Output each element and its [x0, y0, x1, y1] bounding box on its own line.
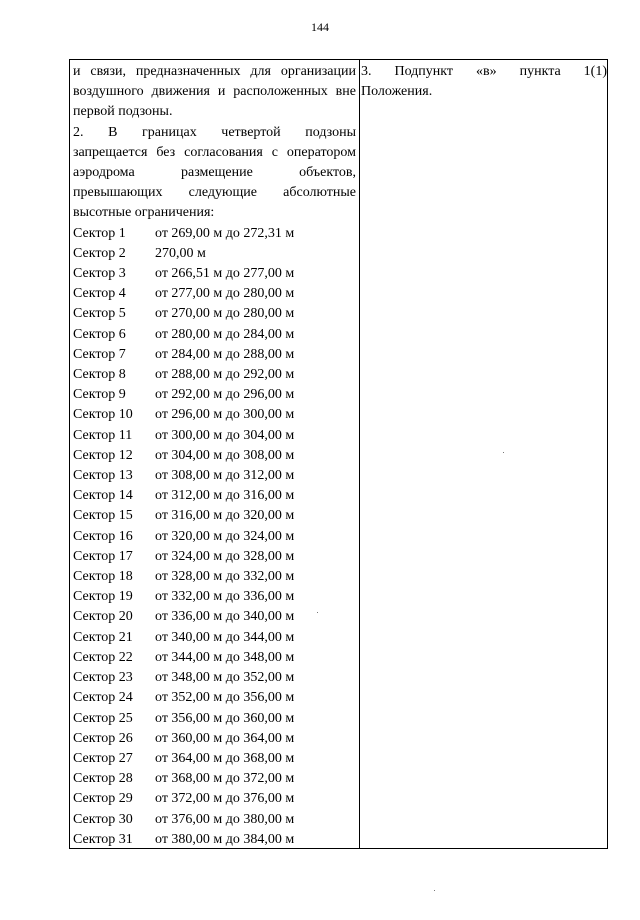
- sector-list: [73, 224, 356, 850]
- sector-row: [73, 365, 356, 385]
- sector-range: от 352,00 м до 356,00 м: [155, 690, 295, 706]
- document-table: [69, 59, 608, 849]
- sector-range: от 348,00 м до 352,00 м: [155, 670, 295, 686]
- sector-label: Сектор 12: [73, 447, 133, 463]
- reference-number: 3.: [361, 64, 372, 79]
- sector-range: от 324,00 м до 328,00 м: [155, 548, 295, 564]
- sector-label: Сектор 17: [73, 548, 133, 564]
- sector-label: Сектор 31: [73, 831, 133, 847]
- sector-row: [73, 446, 356, 466]
- text-line: и связи, предназначенных для организации: [73, 64, 356, 79]
- sector-row: [73, 385, 356, 405]
- sector-row: [73, 789, 356, 809]
- sector-row: [73, 567, 356, 587]
- sector-label: Сектор 22: [73, 649, 133, 665]
- sector-row: [73, 244, 356, 264]
- sector-label: Сектор 26: [73, 730, 133, 746]
- sector-label: Сектор 7: [73, 346, 126, 362]
- sector-range: от 336,00 м до 340,00 м: [155, 609, 295, 625]
- sector-label: Сектор 20: [73, 609, 133, 625]
- paragraph-2: [73, 123, 356, 224]
- sector-row: [73, 607, 356, 627]
- sector-range: от 270,00 м до 280,00 м: [155, 306, 295, 322]
- sector-label: Сектор 25: [73, 710, 133, 726]
- sector-label: Сектор 14: [73, 488, 133, 504]
- reference-word: 1(1): [583, 64, 607, 79]
- sector-row: [73, 709, 356, 729]
- sector-label: Сектор 10: [73, 407, 133, 423]
- sector-label: Сектор 30: [73, 811, 133, 827]
- text-line: 2. В границах четвертой подзоны: [73, 124, 356, 140]
- sector-range: от 320,00 м до 324,00 м: [155, 528, 295, 544]
- sector-label: Сектор 2: [73, 245, 126, 261]
- scan-speck: [434, 890, 435, 891]
- sector-row: [73, 506, 356, 526]
- text-line: аэродрома размещение объектов,: [73, 165, 356, 181]
- sector-row: [73, 527, 356, 547]
- sector-label: Сектор 6: [73, 326, 126, 342]
- sector-range: от 266,51 м до 277,00 м: [155, 266, 295, 282]
- sector-range: от 284,00 м до 288,00 м: [155, 346, 295, 362]
- sector-row: [73, 466, 356, 486]
- sector-label: Сектор 21: [73, 629, 133, 645]
- sector-range: от 340,00 м до 344,00 м: [155, 629, 295, 645]
- sector-range: от 292,00 м до 296,00 м: [155, 387, 295, 403]
- sector-label: Сектор 29: [73, 791, 133, 807]
- reference-line: [361, 62, 607, 82]
- text-line: превышающих следующие абсолютные: [73, 185, 356, 201]
- sector-label: Сектор 27: [73, 750, 133, 766]
- sector-range: от 376,00 м до 380,00 м: [155, 811, 295, 827]
- sector-range: от 356,00 м до 360,00 м: [155, 710, 295, 726]
- sector-range: от 269,00 м до 272,31 м: [155, 225, 295, 241]
- sector-range: от 368,00 м до 372,00 м: [155, 771, 295, 787]
- sector-row: [73, 830, 356, 850]
- text-line: воздушного движения и расположенных вне: [73, 84, 356, 100]
- sector-row: [73, 224, 356, 244]
- sector-row: [73, 769, 356, 789]
- sector-range: от 280,00 м до 284,00 м: [155, 326, 295, 342]
- sector-range: от 372,00 м до 376,00 м: [155, 791, 295, 807]
- sector-row: [73, 810, 356, 830]
- sector-row: [73, 648, 356, 668]
- sector-label: Сектор 4: [73, 286, 126, 302]
- sector-range: от 344,00 м до 348,00 м: [155, 649, 295, 665]
- sector-range: от 288,00 м до 292,00 м: [155, 367, 295, 383]
- paragraph-1: [73, 62, 356, 123]
- column-divider: [359, 60, 360, 848]
- scan-speck: [503, 452, 504, 453]
- sector-range: от 277,00 м до 280,00 м: [155, 286, 295, 302]
- sector-range: от 304,00 м до 308,00 м: [155, 447, 295, 463]
- sector-row: [73, 284, 356, 304]
- sector-label: Сектор 9: [73, 387, 126, 403]
- sector-label: Сектор 5: [73, 306, 126, 322]
- sector-range: от 316,00 м до 320,00 м: [155, 508, 295, 524]
- right-column: [361, 62, 607, 102]
- scan-speck: [317, 612, 318, 613]
- sector-range: от 300,00 м до 304,00 м: [155, 427, 295, 443]
- sector-range: от 312,00 м до 316,00 м: [155, 488, 295, 504]
- sector-range: от 364,00 м до 368,00 м: [155, 750, 295, 766]
- sector-label: Сектор 11: [73, 427, 133, 443]
- sector-row: [73, 729, 356, 749]
- sector-range: от 360,00 м до 364,00 м: [155, 730, 295, 746]
- sector-row: [73, 405, 356, 425]
- sector-row: [73, 264, 356, 284]
- sector-label: Сектор 16: [73, 528, 133, 544]
- left-column: [73, 62, 356, 850]
- text-line: высотные ограничения:: [73, 205, 215, 221]
- sector-row: [73, 668, 356, 688]
- sector-label: Сектор 15: [73, 508, 133, 524]
- sector-label: Сектор 3: [73, 266, 126, 282]
- reference-word: «в»: [476, 64, 497, 79]
- sector-label: Сектор 28: [73, 771, 133, 787]
- sector-row: [73, 587, 356, 607]
- sector-label: Сектор 1: [73, 225, 126, 241]
- reference-word: Подпункт: [394, 64, 454, 79]
- sector-label: Сектор 18: [73, 569, 133, 585]
- sector-label: Сектор 19: [73, 589, 133, 605]
- sector-row: [73, 426, 356, 446]
- sector-range: от 332,00 м до 336,00 м: [155, 589, 295, 605]
- sector-range: от 308,00 м до 312,00 м: [155, 468, 295, 484]
- sector-label: Сектор 8: [73, 367, 126, 383]
- sector-row: [73, 628, 356, 648]
- page-number: 144: [311, 20, 329, 34]
- sector-row: [73, 304, 356, 324]
- sector-range: от 380,00 м до 384,00 м: [155, 831, 295, 847]
- sector-label: Сектор 23: [73, 670, 133, 686]
- sector-row: [73, 486, 356, 506]
- sector-label: Сектор 13: [73, 468, 133, 484]
- reference-word: пункта: [519, 64, 561, 79]
- sector-range: 270,00 м: [155, 245, 206, 261]
- sector-row: [73, 325, 356, 345]
- sector-row: [73, 547, 356, 567]
- sector-row: [73, 345, 356, 365]
- text-line: первой подзоны.: [73, 104, 173, 120]
- sector-row: [73, 749, 356, 769]
- reference-line-2: Положения.: [361, 84, 433, 100]
- sector-range: от 328,00 м до 332,00 м: [155, 569, 295, 585]
- sector-range: от 296,00 м до 300,00 м: [155, 407, 295, 423]
- sector-label: Сектор 24: [73, 690, 133, 706]
- text-line: запрещается без согласования с оператором: [73, 144, 356, 160]
- sector-row: [73, 688, 356, 708]
